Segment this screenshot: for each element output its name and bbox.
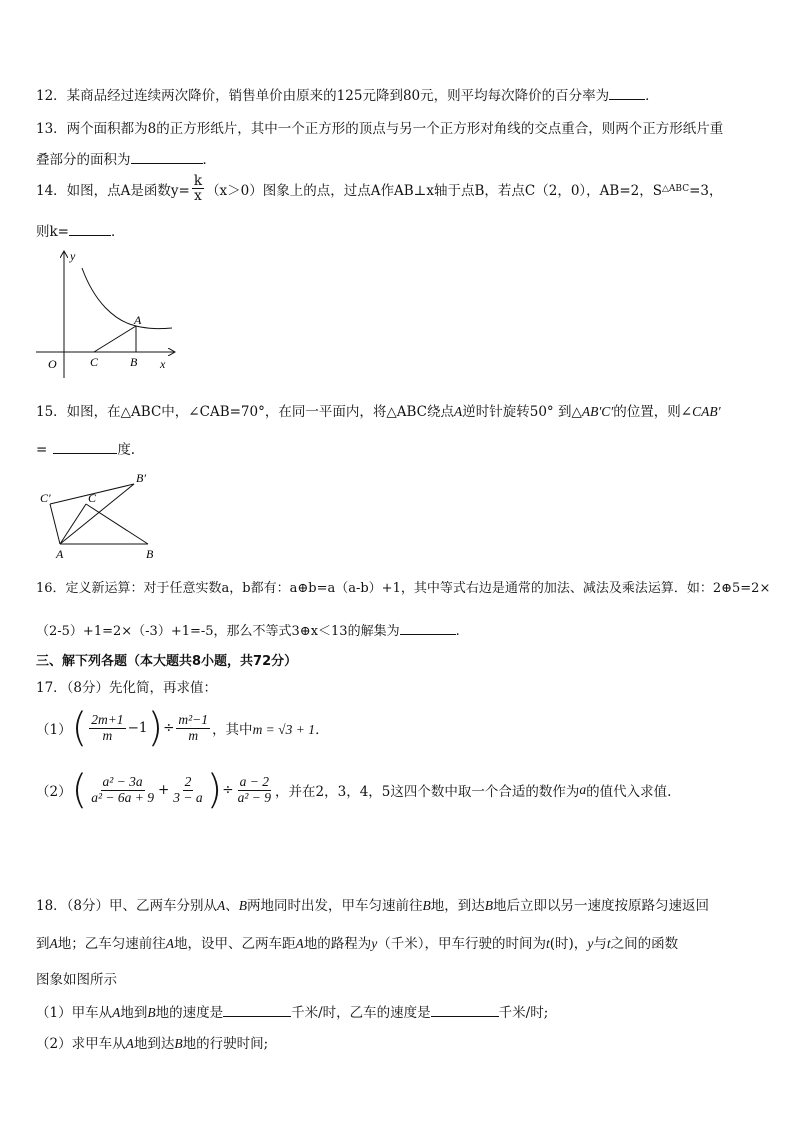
q18-l2a: 到	[36, 936, 50, 952]
q17-p1-frac2	[176, 713, 210, 742]
q18-l1-sep: 、	[225, 898, 239, 914]
q15-blank	[53, 441, 117, 454]
q14-label-b: B	[130, 355, 138, 369]
question-13-line2	[36, 148, 216, 168]
question-13-line1	[36, 117, 723, 137]
q17-p1-f1n: 2m+1	[91, 712, 124, 728]
q18-p2-b: B	[174, 1036, 183, 1051]
q17-p1-label: （1）	[36, 722, 72, 738]
q18-p2-a: A	[125, 1036, 134, 1051]
q14-frac-num: k	[193, 173, 203, 189]
q17-p2-tail2: 的值代入求值.	[586, 784, 672, 800]
q15-label-c: C	[88, 491, 97, 505]
question-15-line2	[36, 438, 135, 458]
question-14-line1	[36, 174, 723, 203]
q18-p1-a: A	[112, 1005, 121, 1020]
q17-p2-f1n: a² − 3a	[102, 774, 143, 790]
q14-label-o: O	[48, 357, 57, 371]
q17-p2-f2n: 2	[184, 774, 192, 790]
q17-part1	[36, 705, 329, 751]
q14-figure	[34, 246, 184, 380]
q18-l2g: 与	[593, 936, 607, 952]
q17-p1-tail: ，其中	[212, 722, 253, 738]
q14-line2: 则k=	[36, 224, 69, 240]
q15-label-c-prime: C′	[40, 491, 51, 505]
q13-end: ．	[202, 152, 216, 168]
q14-pre: 14．如图，点A是函数y=	[36, 182, 190, 199]
q15-line2: =	[36, 442, 48, 458]
q14-label-y: y	[70, 249, 76, 263]
q18-p2b: 地到达	[133, 1036, 175, 1052]
q14-label-a: A	[134, 313, 142, 327]
q18-l1d: 地后立即以另一速度按原路匀速返回	[493, 898, 710, 914]
q17-p2-lparen: (	[71, 767, 88, 813]
q14-label-x: x	[160, 357, 166, 371]
q12-blank	[609, 87, 645, 100]
q15-label-b: B	[146, 547, 154, 560]
q17-p1-eq: m = √3 + 1．	[252, 722, 329, 737]
q17-p1-minus: −1	[127, 720, 148, 736]
question-15-line1	[36, 400, 721, 420]
q17-p2-frac1	[89, 775, 156, 804]
q16-line2: （2-5）+1=2×（-3）+1=-5，那么不等式3⊕x＜13的解集为	[36, 624, 400, 639]
q18-var-y: y	[371, 936, 378, 951]
q17-p1-lparen: (	[71, 705, 88, 751]
q14-fraction	[192, 174, 204, 203]
q16-line1: 16．定义新运算：对于任意实数a，b都有：a⊕b=a（a-b）+1，其中等式右边是通常的加法、减法及乘法运算．如：2⊕5=2×	[36, 581, 771, 596]
q14-post: （x＞0）图象上的点，过点A作AB⊥x轴于点B，若点C（2，0），AB=2，S	[206, 182, 662, 199]
question-14-line2	[36, 220, 125, 240]
q18-l2h: 之间的函数	[610, 936, 679, 952]
q14-curve	[82, 268, 172, 329]
q13-line2: 叠部分的面积为	[36, 152, 131, 168]
q18-l1b: 两地同时出发，甲车匀速前往	[247, 898, 423, 914]
q18-var-y2: y	[587, 936, 594, 951]
q15-segment-ac-prime	[50, 504, 60, 544]
q13-blank	[131, 151, 203, 164]
q18-p1a: （1）甲车从	[36, 1005, 113, 1021]
q17-p2-f3d: a² − 9	[237, 789, 272, 805]
q18-l2f: (时)，	[549, 936, 588, 952]
section-3-heading: 三、解下列各题（本大题共8小题，共72分）	[36, 654, 298, 669]
q17-p2-f3n: a − 2	[239, 774, 269, 790]
q15-segment-cb	[86, 504, 148, 544]
q15-pre: 15．如图，在△ABC中，∠CAB=70°，在同一平面内，将△ABC绕点	[36, 404, 454, 420]
q14-sub: △ABC	[662, 183, 690, 194]
q17-p2-f1d: a² − 6a + 9	[91, 789, 154, 805]
q18-p1-blank2	[431, 1004, 499, 1017]
q17-p1-rparen: )	[147, 705, 164, 751]
question-16-line2	[36, 620, 460, 639]
q18-l1c: 地，到达	[430, 898, 485, 914]
q18-l1-b2: B	[422, 898, 431, 913]
q18-l2-a3: A	[295, 936, 304, 951]
q17-p2-tail: ，并在2，3，4，5这四个数中取一个合适的数作为	[275, 784, 580, 800]
q15-end: 度.	[117, 442, 136, 458]
q17-p1-frac1	[89, 713, 125, 742]
q17-p1-f2d: m	[188, 727, 199, 743]
q17-p2-frac3	[236, 775, 273, 804]
q12-text: 12．某商品经过连续两次降价，销售单价由原来的125元降到80元，则平均每次降价的百分率为	[36, 88, 610, 104]
q15-point-a: A	[454, 404, 463, 419]
q14-frac-den: x	[194, 188, 202, 205]
question-18-line1	[36, 894, 709, 914]
q15-label-b-prime: B′	[136, 471, 146, 485]
q17-p2-var-a: a	[579, 782, 587, 797]
q17-p1-f2n: m²−1	[178, 712, 209, 728]
q17-p1-f1d: m	[102, 727, 113, 743]
q13-line1: 13．两个面积都为8的正方形纸片，其中一个正方形的顶点与另一个正方形对角线的交点重合，则两个正方形纸片重	[36, 121, 724, 137]
q18-var-t: t	[546, 936, 550, 951]
q15-label-a: A	[56, 547, 64, 560]
q17-p2-rparen: )	[206, 767, 223, 813]
question-16-line1	[36, 577, 770, 596]
q12-end: ．	[645, 88, 659, 104]
q17-p2-frac2	[171, 775, 204, 804]
question-12	[36, 84, 659, 104]
q18-p1e: 千米/时;	[498, 1005, 549, 1021]
q18-l2c: 地，设甲、乙两车距	[174, 936, 296, 952]
q18-part2	[36, 1032, 268, 1052]
q18-l3: 图象如图所示	[36, 972, 117, 988]
question-17-title	[36, 676, 217, 696]
q16-end: .	[455, 624, 460, 639]
q18-l2b: 地；乙车匀速前往	[57, 936, 166, 952]
q18-p1-blank1	[223, 1004, 291, 1017]
q14-post2: =3，	[689, 182, 723, 199]
q18-l1a: 18．（8分）甲、乙两车分别从	[36, 898, 218, 914]
q15-mid: 逆时针旋转50° 到△	[462, 404, 582, 420]
q18-l2d: 地的路程为	[303, 936, 372, 952]
q18-var-t2: t	[606, 936, 611, 951]
q15-segment-ac	[60, 504, 86, 544]
q18-p1c: 地的速度是	[155, 1005, 224, 1021]
q17-p2-plus: +	[157, 782, 170, 798]
q17-p2-f2d: 3 − a	[173, 789, 203, 805]
q18-l1-b: B	[238, 898, 248, 913]
q18-l2e: （千米），甲车行驶的时间为	[377, 936, 546, 952]
q17-p2-label: （2）	[36, 784, 72, 800]
q15-mid2: 的位置，则∠	[613, 404, 693, 420]
question-18-line3	[36, 968, 117, 988]
q14-label-c: C	[90, 355, 99, 369]
q14-segment-ca	[94, 326, 136, 352]
q18-p2c: 地的行驶时间;	[182, 1036, 269, 1052]
q17-p2-div: ÷	[222, 782, 234, 798]
q17-part2	[36, 767, 672, 813]
q18-l2-a2: A	[165, 936, 174, 951]
q14-end: ．	[111, 224, 125, 240]
q15-triangle: AB′C′	[581, 404, 614, 419]
q18-p1-b: B	[147, 1005, 156, 1020]
q18-p1d: 千米/时，乙车的速度是	[291, 1005, 431, 1021]
q18-p1b: 地到	[120, 1005, 148, 1021]
q17-title: 17．（8分）先化简，再求值：	[36, 680, 218, 696]
q18-part1	[36, 1001, 548, 1021]
question-18-line2	[36, 932, 678, 952]
q17-p1-div: ÷	[163, 720, 175, 736]
q18-l1-a: A	[217, 898, 226, 913]
q18-l1-b3: B	[484, 898, 494, 913]
q14-blank	[69, 223, 111, 236]
q18-p2a: （2）求甲车从	[36, 1036, 126, 1052]
q15-angle: CAB′	[692, 404, 721, 419]
q15-figure	[36, 466, 166, 560]
q18-l2-a: A	[49, 936, 58, 951]
q16-blank	[400, 622, 456, 635]
